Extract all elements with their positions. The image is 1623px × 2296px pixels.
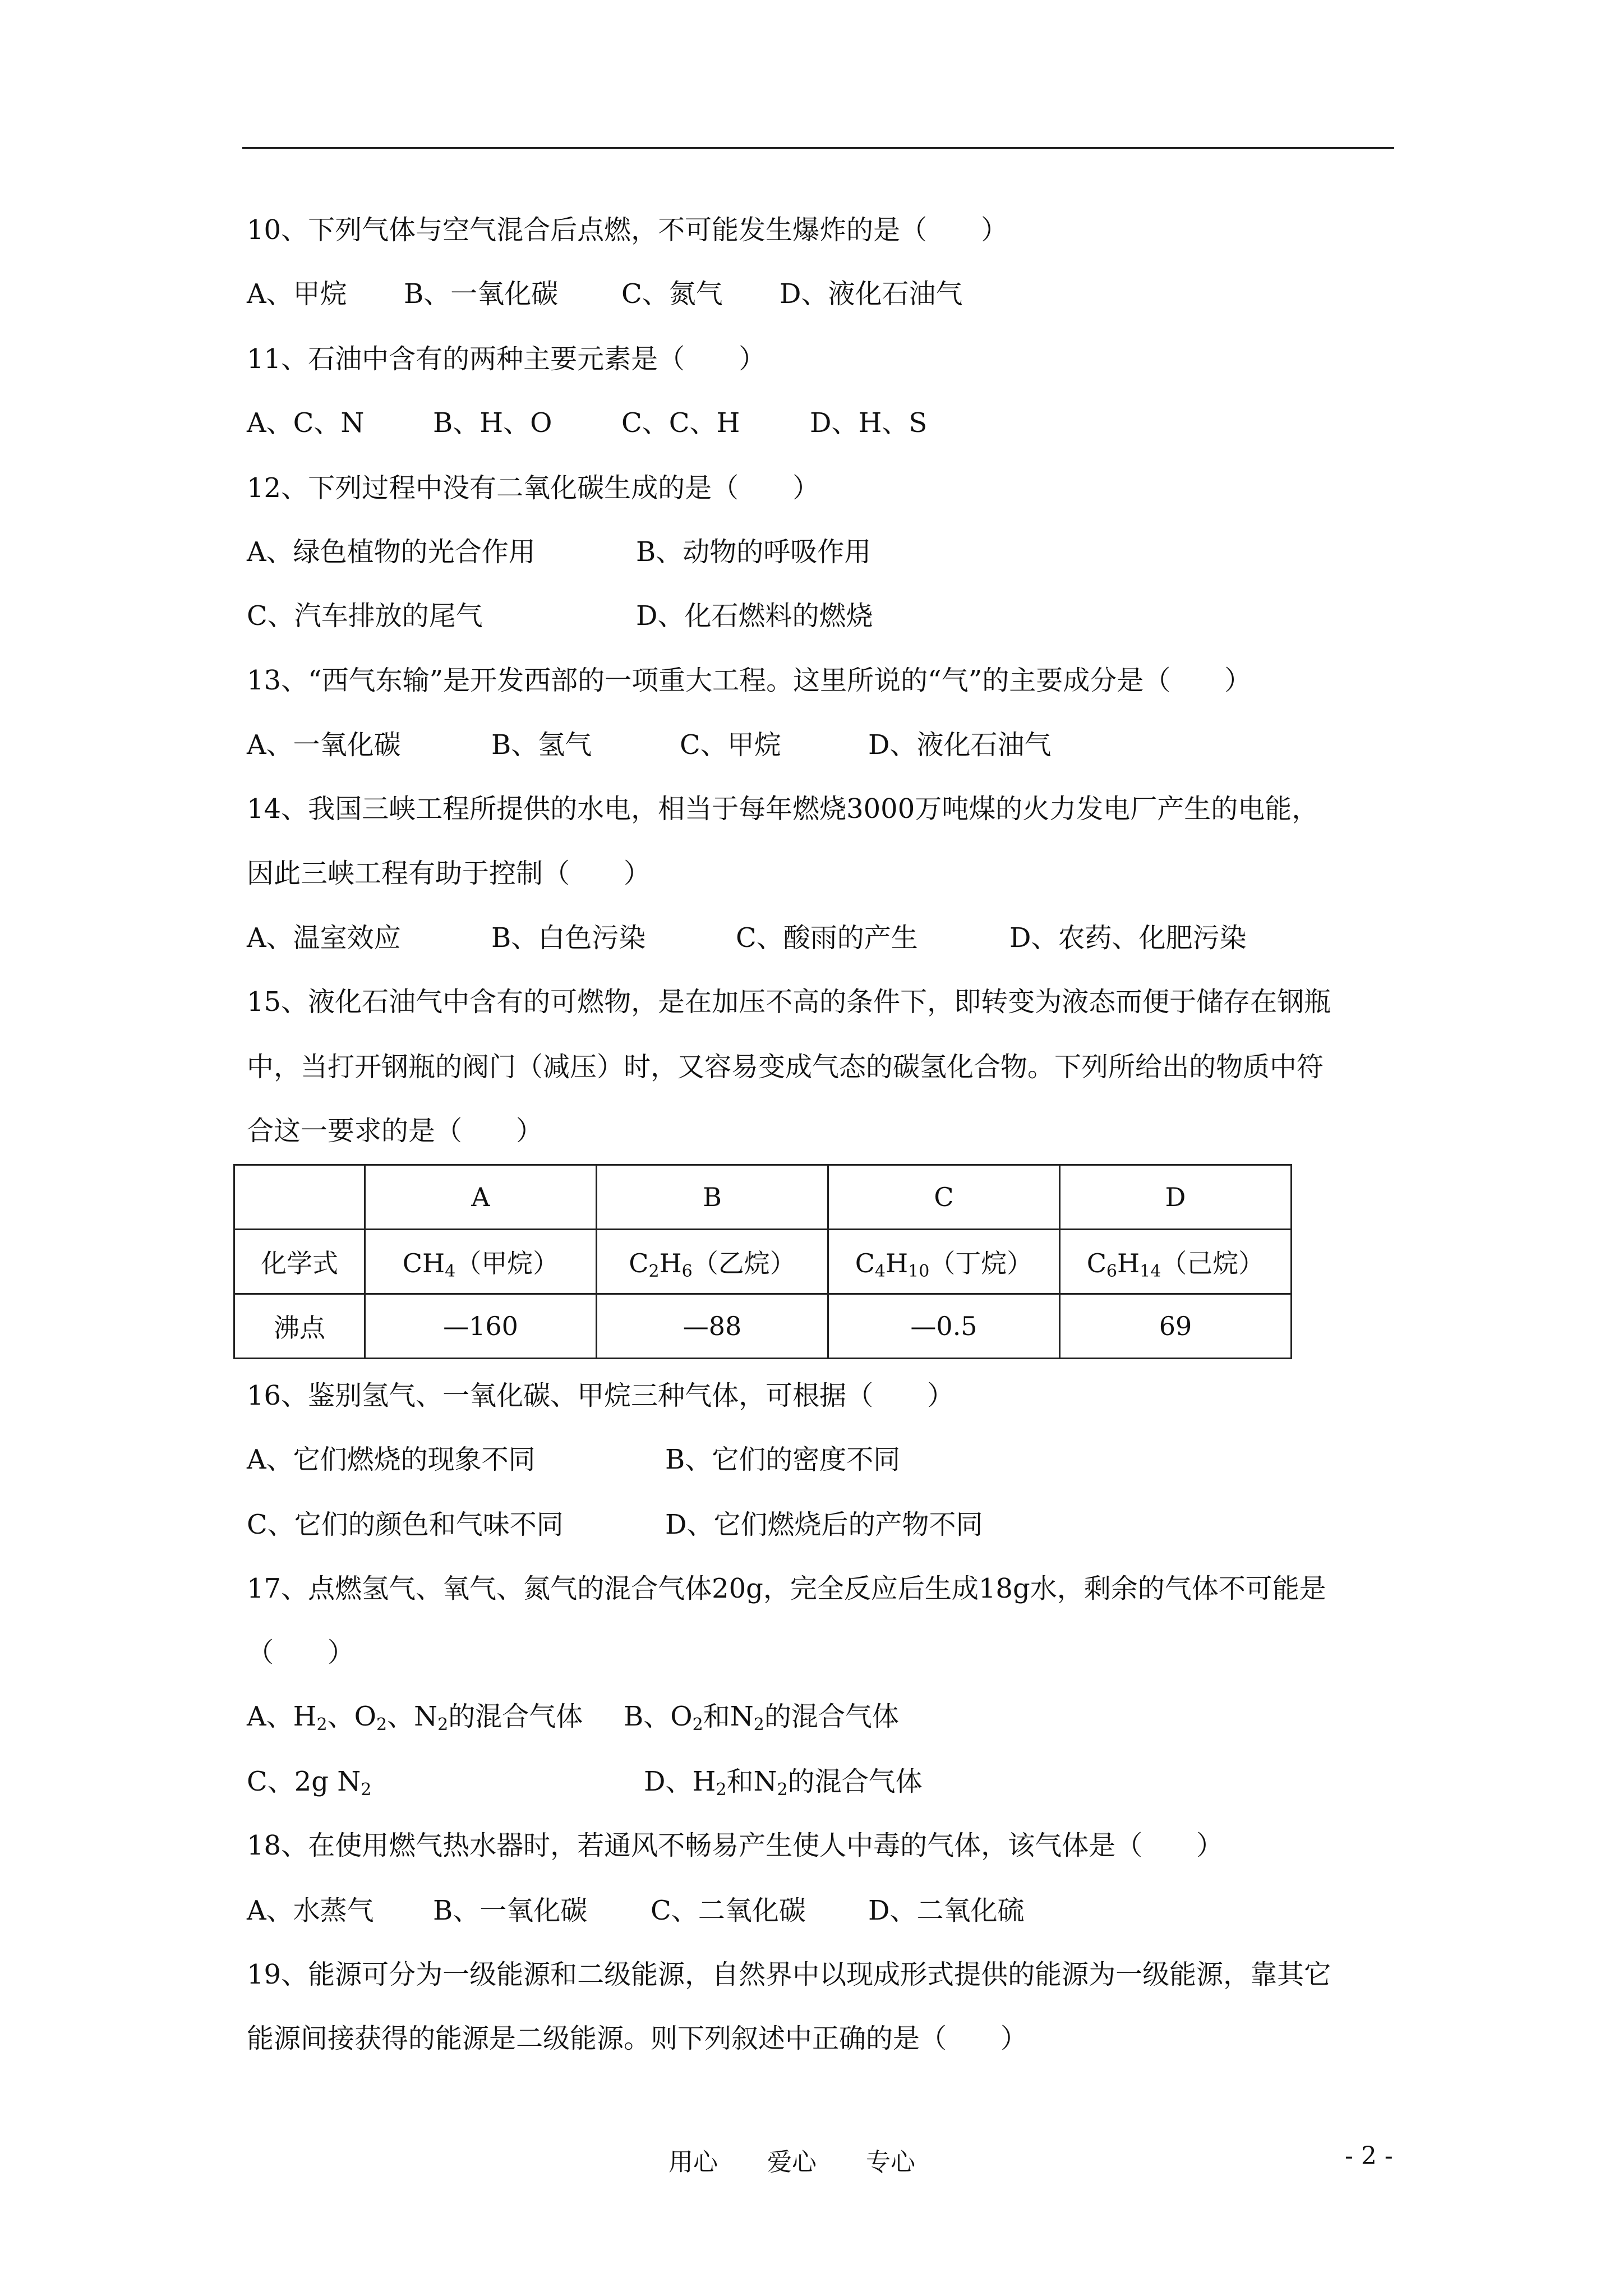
question-14-line-1: 14、我国三峡工程所提供的水电，相当于每年燃烧3000万吨煤的火力发电厂产生的电能， — [247, 793, 1319, 825]
q13-option-b: B、氢气 — [491, 729, 592, 761]
question-14-line-2: 因此三峡工程有助于控制（ ） — [247, 858, 651, 889]
q11-option-b: B、H、O — [433, 407, 552, 439]
question-19-line-1: 19、能源可分为一级能源和二级能源，自然界中以现成形式提供的能源为一级能源，靠其它 — [247, 1959, 1331, 1990]
table-formula-d: $C_6H_{14}$（己烷） — [1060, 1230, 1292, 1294]
q18-option-b: B、一氧化碳 — [433, 1895, 588, 1926]
table-row-boiling — [234, 1294, 1292, 1359]
table-boiling-b: —88 — [597, 1294, 828, 1359]
q18-option-d: D、二氧化硫 — [868, 1895, 1025, 1926]
q11-option-c: C、C、H — [621, 407, 740, 439]
q10-option-d: D、液化石油气 — [780, 278, 963, 310]
q13-option-a: A、一氧化碳 — [247, 729, 401, 761]
question-17-line-1: 17、点燃氢气、氧气、氮气的混合气体20g，完全反应后生成18g水，剩余的气体不可能是 — [247, 1573, 1326, 1604]
q16-option-b: B、它们的密度不同 — [665, 1444, 901, 1475]
q12-option-d: D、化石燃料的燃烧 — [636, 600, 873, 632]
question-12: 12、下列过程中没有二氧化碳生成的是（ ） — [247, 472, 820, 504]
q17-option-b: B、$O_2$和$N_2$的混合气体 — [624, 1701, 899, 1734]
header-rule — [242, 147, 1394, 149]
table-header-a: A — [365, 1165, 597, 1230]
q10-option-b: B、一氧化碳 — [404, 278, 559, 310]
q14-option-c: C、酸雨的产生 — [736, 922, 918, 954]
question-11: 11、石油中含有的两种主要元素是（ ） — [247, 343, 766, 375]
q16-option-c: C、它们的颜色和气味不同 — [247, 1509, 564, 1540]
q14-option-d: D、农药、化肥污染 — [1009, 922, 1247, 954]
q10-option-a: A、甲烷 — [247, 278, 347, 310]
q18-option-a: A、水蒸气 — [247, 1895, 374, 1926]
table-formula-b: $C_2H_6$（乙烷） — [597, 1230, 828, 1294]
question-17-line-2: （ ） — [247, 1637, 355, 1668]
table-formula-a: $CH_4$（甲烷） — [365, 1230, 597, 1294]
q14-option-b: B、白色污染 — [491, 922, 646, 954]
q11-option-a: A、C、N — [247, 407, 365, 439]
q11-option-d: D、H、S — [810, 407, 928, 439]
q17-option-c: C、2g $N_2$ — [247, 1766, 372, 1800]
table-header-c: C — [828, 1165, 1060, 1230]
table-label-boiling: 沸点 — [234, 1294, 365, 1359]
table-header-b: B — [597, 1165, 828, 1230]
boiling-point-table — [233, 1164, 1292, 1359]
q13-option-d: D、液化石油气 — [868, 729, 1052, 761]
question-18: 18、在使用燃气热水器时，若通风不畅易产生使人中毒的气体，该气体是（ ） — [247, 1830, 1224, 1861]
question-15-line-2: 中，当打开钢瓶的阀门（减压）时，又容易变成气态的碳氢化合物。下列所给出的物质中符 — [247, 1051, 1324, 1083]
table-boiling-c: —0.5 — [828, 1294, 1060, 1359]
q16-option-d: D、它们燃烧后的产物不同 — [665, 1509, 983, 1540]
q12-option-a: A、绿色植物的光合作用 — [247, 536, 536, 568]
q10-option-c: C、氮气 — [621, 278, 723, 310]
question-13: 13、“西气东输”是开发西部的一项重大工程。这里所说的“气”的主要成分是（ ） — [247, 665, 1252, 696]
table-boiling-a: —160 — [365, 1294, 597, 1359]
q16-option-a: A、它们燃烧的现象不同 — [247, 1444, 536, 1475]
q14-option-a: A、温室效应 — [247, 922, 401, 954]
q13-option-c: C、甲烷 — [680, 729, 781, 761]
question-15-line-1: 15、液化石油气中含有的可燃物，是在加压不高的条件下，即转变为液态而便于储存在钢瓶 — [247, 986, 1331, 1018]
q12-option-c: C、汽车排放的尾气 — [247, 600, 483, 632]
table-header-row — [234, 1165, 1292, 1230]
table-label-formula: 化学式 — [234, 1230, 365, 1294]
q17-option-a: A、$H_2$、$O_2$、$N_2$的混合气体 — [247, 1701, 583, 1734]
table-boiling-d: 69 — [1060, 1294, 1292, 1359]
question-16: 16、鉴别氢气、一氧化碳、甲烷三种气体，可根据（ ） — [247, 1380, 955, 1411]
footer-motto: 用心 爱心 专心 — [668, 2148, 915, 2177]
table-corner-cell — [234, 1165, 365, 1230]
question-15-line-3: 合这一要求的是（ ） — [247, 1115, 543, 1147]
page-number: - 2 - — [1345, 2142, 1393, 2170]
q18-option-c: C、二氧化碳 — [651, 1895, 806, 1926]
question-10: 10、下列气体与空气混合后点燃，不可能发生爆炸的是（ ） — [247, 214, 1008, 246]
table-row-formula — [234, 1230, 1292, 1294]
q12-option-b: B、动物的呼吸作用 — [636, 536, 872, 568]
q17-option-d: D、$H_2$和$N_2$的混合气体 — [644, 1766, 923, 1800]
question-19-line-2: 能源间接获得的能源是二级能源。则下列叙述中正确的是（ ） — [247, 2023, 1028, 2054]
table-formula-c: $C_4H_{10}$（丁烷） — [828, 1230, 1060, 1294]
table-header-d: D — [1060, 1165, 1292, 1230]
